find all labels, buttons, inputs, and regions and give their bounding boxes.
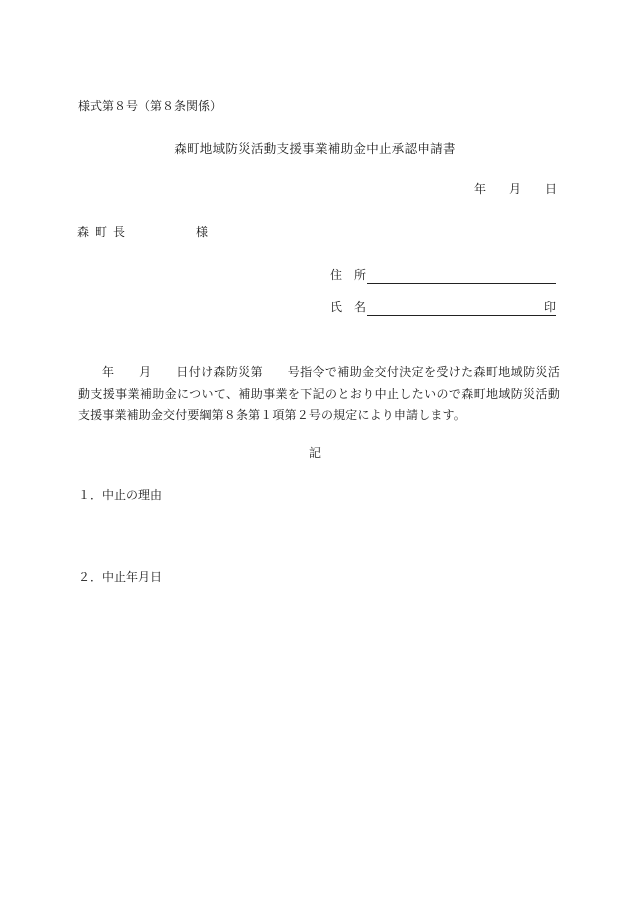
name-label-char-1: 氏 <box>330 300 343 314</box>
address-label <box>330 269 366 281</box>
address-label-char-2: 所 <box>353 268 366 282</box>
applicant-address-row <box>330 269 556 285</box>
seal-mark: 印 <box>543 300 556 314</box>
name-fill-line[interactable] <box>367 315 556 316</box>
item-reason <box>78 489 162 501</box>
addressee-name: 森町長 <box>77 225 132 239</box>
document-title: 森町地域防災活動支援事業補助金中止承認申請書 <box>174 141 456 156</box>
date-day: 日 <box>545 182 558 196</box>
item-date <box>78 571 162 583</box>
address-fill-line[interactable] <box>367 283 556 284</box>
name-label <box>330 301 366 313</box>
applicant-name-row <box>330 301 556 317</box>
name-label-char-2: 名 <box>353 300 366 314</box>
form-number: 様式第８号（第８条関係） <box>78 99 223 113</box>
application-body-text: 年 月 日付け森防災第 号指令で補助金交付決定を受けた森町地域防災活動支援事業補助金について、補助事業を下記のとおり中止したいので森町地域防災活動支援事業補助金交付要綱第８条第１項第２号の規定により申請します。 <box>78 365 560 422</box>
date-year: 年 <box>474 182 487 196</box>
item-label: 中止の理由 <box>102 488 163 502</box>
item-number: １． <box>78 488 103 502</box>
date-month: 月 <box>509 182 522 196</box>
item-number: ２． <box>78 570 103 584</box>
addressee-honorific: 様 <box>196 225 209 239</box>
ki-heading: 記 <box>308 446 321 460</box>
item-label: 中止年月日 <box>102 570 163 584</box>
address-label-char-1: 住 <box>330 268 343 282</box>
